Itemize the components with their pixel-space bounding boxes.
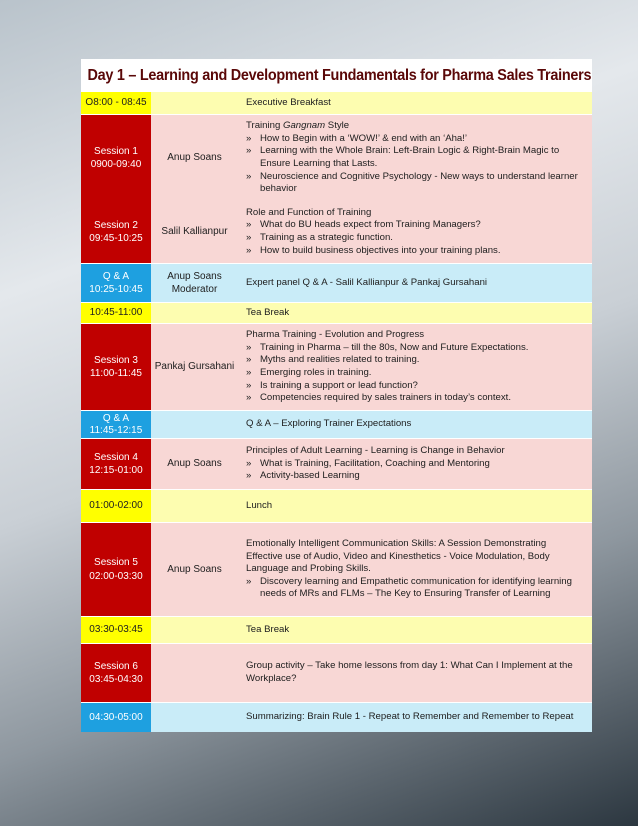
topic-cell: [238, 644, 592, 702]
session-time: 03:45-04:30: [89, 674, 143, 685]
session-cell: [81, 411, 151, 438]
agenda-row-session-4: [81, 439, 592, 489]
speaker-cell: [151, 490, 238, 522]
bullet-item: [246, 576, 584, 601]
bullet-text: Training as a strategic function.: [260, 232, 393, 243]
topic-text: Q & A – Exploring Trainer Expectations: [246, 418, 412, 430]
agenda-row-qa-expectations: [81, 411, 592, 438]
topic-text: Summarizing: Brain Rule 1 - Repeat to Remember and Remember to Repeat: [246, 711, 574, 723]
time-cell: 03:30-03:45: [81, 617, 151, 643]
bullet-text: What do BU heads expect from Training Managers?: [260, 219, 481, 231]
topic-heading-emphasis: Gangnam: [282, 120, 326, 132]
session-time: 0900-09:40: [90, 159, 142, 170]
session-time: 10:25-10:45: [89, 284, 143, 295]
session-cell: [81, 201, 151, 263]
bullet-marker: »: [246, 470, 252, 482]
speaker-cell: [151, 303, 238, 323]
topic-cell: [238, 411, 592, 438]
time-cell: 04:30-05:00: [81, 703, 151, 732]
bullet-item: [246, 470, 584, 483]
topic-heading: Principles of Adult Learning - Learning is Change in Behavior: [246, 445, 505, 457]
agenda-row-session-6: [81, 644, 592, 702]
bullet-marker: »: [246, 367, 252, 378]
session-label: Session 3: [94, 354, 138, 366]
bullet-item: [246, 392, 584, 405]
bullet-text: Learning with the Whole Brain: Left-Brain Logic & Right-Brain Magic to Ensure Learning that Lasts.: [260, 145, 560, 169]
topic-cell: [238, 92, 592, 114]
agenda-row-summary: [81, 703, 592, 732]
bullet-text: Discovery learning and Empathetic communication for identifying learning needs of MRs and FLMs – The Key to Ensuring Transfer of Learning: [260, 575, 572, 600]
topic-heading-text: Training: [246, 120, 283, 132]
speaker-cell: Anup Soans: [151, 523, 238, 616]
bullet-marker: »: [246, 354, 252, 366]
session-cell: [81, 115, 151, 201]
topic-cell: [238, 523, 592, 616]
session-time: 11:45-12:15: [89, 424, 143, 436]
bullet-text: Training in Pharma – till the 80s, Now and Future Expectations.: [260, 341, 529, 353]
agenda-row-qa-panel: [81, 264, 592, 302]
bullet-text: What is Training, Facilitation, Coaching and Mentoring: [260, 457, 490, 469]
time-cell: 10:45-11:00: [81, 303, 151, 323]
agenda-row-tea-break-2: [81, 617, 592, 643]
bullet-item: [246, 145, 584, 170]
topic-cell: [238, 703, 592, 732]
session-cell: [81, 264, 151, 302]
bullet-marker: »: [246, 145, 252, 157]
topic-heading: Pharma Training - Evolution and Progress: [246, 329, 425, 341]
bullet-marker: »: [246, 392, 252, 404]
speaker-cell: Pankaj Gursahani: [151, 324, 238, 410]
topic-cell: [238, 115, 592, 201]
session-label: Session 6: [94, 660, 138, 672]
page-title: Day 1 – Learning and Development Fundamentals for Pharma Sales Trainers: [87, 66, 592, 84]
bullet-item: [246, 342, 584, 355]
speaker-cell: [151, 264, 238, 302]
bullet-text: Emerging roles in training.: [260, 367, 372, 378]
topic-heading: [246, 120, 584, 133]
bullet-marker: »: [246, 219, 252, 231]
agenda-row-session-2: [81, 201, 592, 263]
speaker-name: Anup Soans: [167, 270, 222, 282]
topic-cell: [238, 439, 592, 489]
bullet-text: Myths and realities related to training.: [260, 354, 420, 366]
speaker-cell: [151, 617, 238, 643]
bullet-item: [246, 245, 584, 258]
speaker-cell: Salil Kallianpur: [151, 201, 238, 263]
agenda-row-session-1: [81, 115, 592, 201]
session-cell: [81, 439, 151, 489]
agenda-row-tea-break: [81, 303, 592, 323]
topic-heading-text: Style: [325, 120, 350, 132]
speaker-cell: Anup Soans: [151, 115, 238, 201]
bullet-marker: »: [246, 170, 252, 182]
topic-cell: [238, 324, 592, 410]
bullet-item: [246, 219, 584, 232]
agenda-row-breakfast: [81, 92, 592, 114]
agenda-document: [81, 59, 592, 732]
agenda-row-session-5: [81, 523, 592, 616]
bullet-text: Neuroscience and Cognitive Psychology - New ways to understand learner behavior: [260, 170, 578, 195]
topic-text: Executive Breakfast: [246, 96, 331, 108]
topic-cell: [238, 303, 592, 323]
topic-text: Tea Break: [246, 306, 290, 318]
session-cell: [81, 324, 151, 410]
bullet-marker: »: [246, 341, 252, 353]
session-label: Session 5: [94, 557, 138, 568]
time-cell: O8:00 - 08:45: [81, 92, 151, 114]
topic-text: Expert panel Q & A - Salil Kallianpur & Pankaj Gursahani: [246, 276, 488, 288]
agenda-row-lunch: [81, 490, 592, 522]
session-cell: [81, 523, 151, 616]
topic-heading: Emotionally Intelligent Communication Skills: A Session Demonstrating Effective use of Audio, Video and Kinesthetics - Voice Modulation, Body Language and Probing Skills.: [246, 538, 550, 575]
bullet-marker: »: [246, 575, 252, 587]
topic-text: Group activity – Take home lessons from day 1: What Can I Implement at the Workplace?: [246, 660, 573, 684]
session-label: Session 1: [94, 145, 138, 157]
topic-cell: [238, 617, 592, 643]
topic-text: Lunch: [246, 499, 273, 511]
bullet-text: How to build business objectives into your training plans.: [260, 244, 501, 256]
speaker-role: Moderator: [171, 284, 218, 295]
bullet-item: [246, 380, 584, 393]
speaker-cell: [151, 411, 238, 438]
session-label: Q & A: [102, 412, 130, 424]
session-label: Session 2: [94, 219, 138, 231]
session-time: 02:00-03:30: [89, 570, 143, 582]
speaker-cell: Anup Soans: [151, 439, 238, 489]
topic-text: Tea Break: [246, 623, 290, 635]
session-cell: [81, 644, 151, 702]
speaker-cell: [151, 92, 238, 114]
bullet-text: Is training a support or lead function?: [260, 379, 418, 391]
topic-cell: [238, 490, 592, 522]
session-time: 12:15-01:00: [89, 465, 143, 476]
bullet-text: How to Begin with a ‘WOW!’ & end with an ‘Aha!’: [260, 132, 468, 144]
bullet-item: [246, 458, 584, 471]
bullet-item: [246, 133, 584, 146]
bullet-item: [246, 354, 584, 367]
bullet-text: Competencies required by sales trainers in today’s context.: [260, 392, 511, 404]
speaker-cell: [151, 703, 238, 732]
bullet-text: Activity-based Learning: [260, 470, 360, 482]
topic-cell: [238, 201, 592, 263]
bullet-item: [246, 367, 584, 380]
speaker-cell: [151, 644, 238, 702]
bullet-item: [246, 171, 584, 196]
bullet-marker: »: [246, 457, 252, 469]
topic-heading: Role and Function of Training: [246, 206, 372, 218]
session-time: 11:00-11:45: [90, 368, 142, 379]
session-time: 09:45-10:25: [89, 233, 143, 244]
agenda-row-session-3: [81, 324, 592, 410]
bullet-marker: »: [246, 132, 252, 144]
bullet-marker: »: [246, 379, 252, 391]
bullet-marker: »: [246, 232, 252, 243]
bullet-marker: »: [246, 244, 252, 256]
time-cell: 01:00-02:00: [81, 490, 151, 522]
topic-cell: [238, 264, 592, 302]
session-label: Q & A: [102, 270, 130, 282]
bullet-item: [246, 232, 584, 245]
session-label: Session 4: [94, 451, 138, 463]
